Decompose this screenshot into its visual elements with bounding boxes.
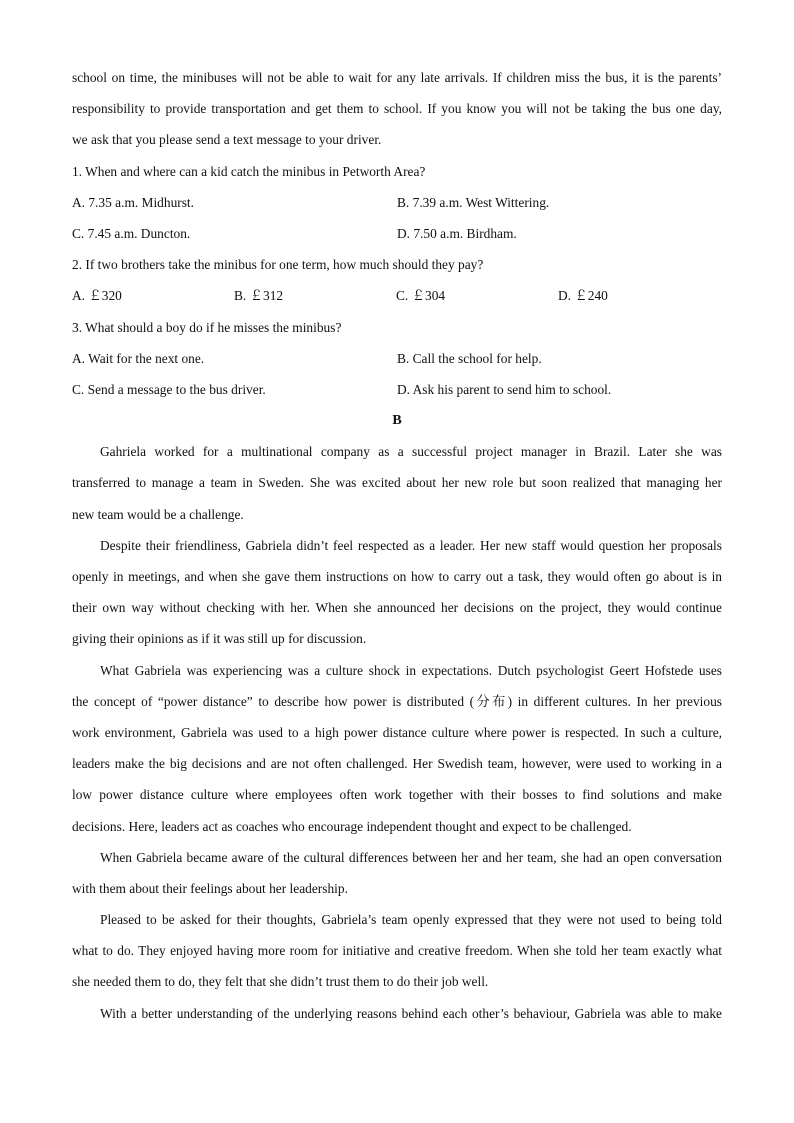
question-3-option-b: B. Call the school for help. <box>397 350 542 366</box>
question-3-option-a: A. Wait for the next one. <box>72 350 205 366</box>
passage-b-p1-line-1: Gahriela worked for a multinational company as a successful project manager in Brazil. Later she was <box>100 444 722 460</box>
passage-b-p5-line-3: she needed them to do, they felt that she didn’t trust them to do their job well. <box>72 974 489 990</box>
passage-b-p3-line-4: leaders make the big decisions and are not often challenged. Her Swedish team, however, were used to working in a <box>72 756 722 772</box>
question-2-option-b: B. ￡312 <box>234 288 284 304</box>
question-1-option-a: A. 7.35 a.m. Midhurst. <box>72 194 194 210</box>
passage-b-p2-line-1: Despite their friendliness, Gabriela didn’t feel respected as a leader. Her new staff would question her proposals <box>100 537 722 553</box>
document-page <box>72 62 722 1029</box>
question-2-option-d: D. ￡240 <box>558 288 608 304</box>
question-3-options-row-1 <box>72 343 722 374</box>
passage-b-p5-line-2: what to do. They enjoyed having more room for initiative and creative freedom. When she told her team exactly what <box>72 943 722 959</box>
intro-line-2: responsibility to provide transportation and get them to school. If you know you will not be taking the bus one day, <box>72 101 722 117</box>
question-3: 3. What should a boy do if he misses the minibus? <box>72 319 342 335</box>
question-2-options-row <box>72 280 722 311</box>
passage-b-p5-line-1: Pleased to be asked for their thoughts, Gabriela’s team openly expressed that they were not used to being told <box>100 912 722 928</box>
passage-b-p1-line-2: transferred to manage a team in Sweden. She was excited about her new role but soon realized that managing her <box>72 475 722 491</box>
question-1-option-c: C. 7.45 a.m. Duncton. <box>72 225 191 241</box>
passage-b-p2-line-3: their own way without checking with her. When she announced her decisions on the project, they would continue <box>72 600 722 616</box>
question-3-options-row-2 <box>72 374 722 405</box>
intro-line-1: school on time, the minibuses will not be able to wait for any late arrivals. If children miss the bus, it is the parents’ <box>72 70 722 85</box>
intro-line-3: we ask that you please send a text message to your driver. <box>72 132 382 148</box>
passage-b-p3-line-1: What Gabriela was experiencing was a culture shock in expectations. Dutch psychologist Geert Hofstede uses <box>100 662 722 678</box>
section-heading-b: B <box>392 413 402 429</box>
question-2-option-c: C. ￡304 <box>396 288 446 304</box>
question-1-options-row-2 <box>72 218 722 249</box>
question-3-option-d: D. Ask his parent to send him to school. <box>397 381 612 397</box>
question-1-option-b: B. 7.39 a.m. West Wittering. <box>397 194 550 210</box>
passage-b-p3-line-3: work environment, Gabriela was used to a high power distance culture where power is respected. In such a culture, <box>72 724 722 740</box>
passage-b-p4-line-2: with them about their feelings about her leadership. <box>72 880 348 896</box>
passage-b-p3-line-2: the concept of “power distance” to describe how power is distributed (分布) in different cultures. In her previous <box>72 693 722 709</box>
passage-b-p3-line-5: low power distance culture where employees often work together with their bosses to find solutions and make <box>72 787 722 803</box>
question-1: 1. When and where can a kid catch the minibus in Petworth Area? <box>72 163 426 179</box>
passage-b-p1-line-3: new team would be a challenge. <box>72 506 244 522</box>
passage-b-p4-line-1: When Gabriela became aware of the cultural differences between her and her team, she had an open conversation <box>100 849 722 865</box>
passage-b-p6-line-1: With a better understanding of the underlying reasons behind each other’s behaviour, Gabriela was able to make <box>100 1005 722 1021</box>
question-3-option-c: C. Send a message to the bus driver. <box>72 381 266 397</box>
question-1-options-row-1 <box>72 187 722 218</box>
passage-b-p3-line-6: decisions. Here, leaders act as coaches who encourage independent thought and expect to be challenged. <box>72 818 632 834</box>
question-2-option-a: A. ￡320 <box>72 288 122 304</box>
passage-b-p2-line-2: openly in meetings, and when she gave them instructions on how to carry out a task, they would often go about is in <box>72 569 722 584</box>
passage-b-p2-line-4: giving their opinions as if it was still up for discussion. <box>72 631 367 647</box>
question-1-option-d: D. 7.50 a.m. Birdham. <box>397 225 517 241</box>
question-2: 2. If two brothers take the minibus for one term, how much should they pay? <box>72 257 484 273</box>
